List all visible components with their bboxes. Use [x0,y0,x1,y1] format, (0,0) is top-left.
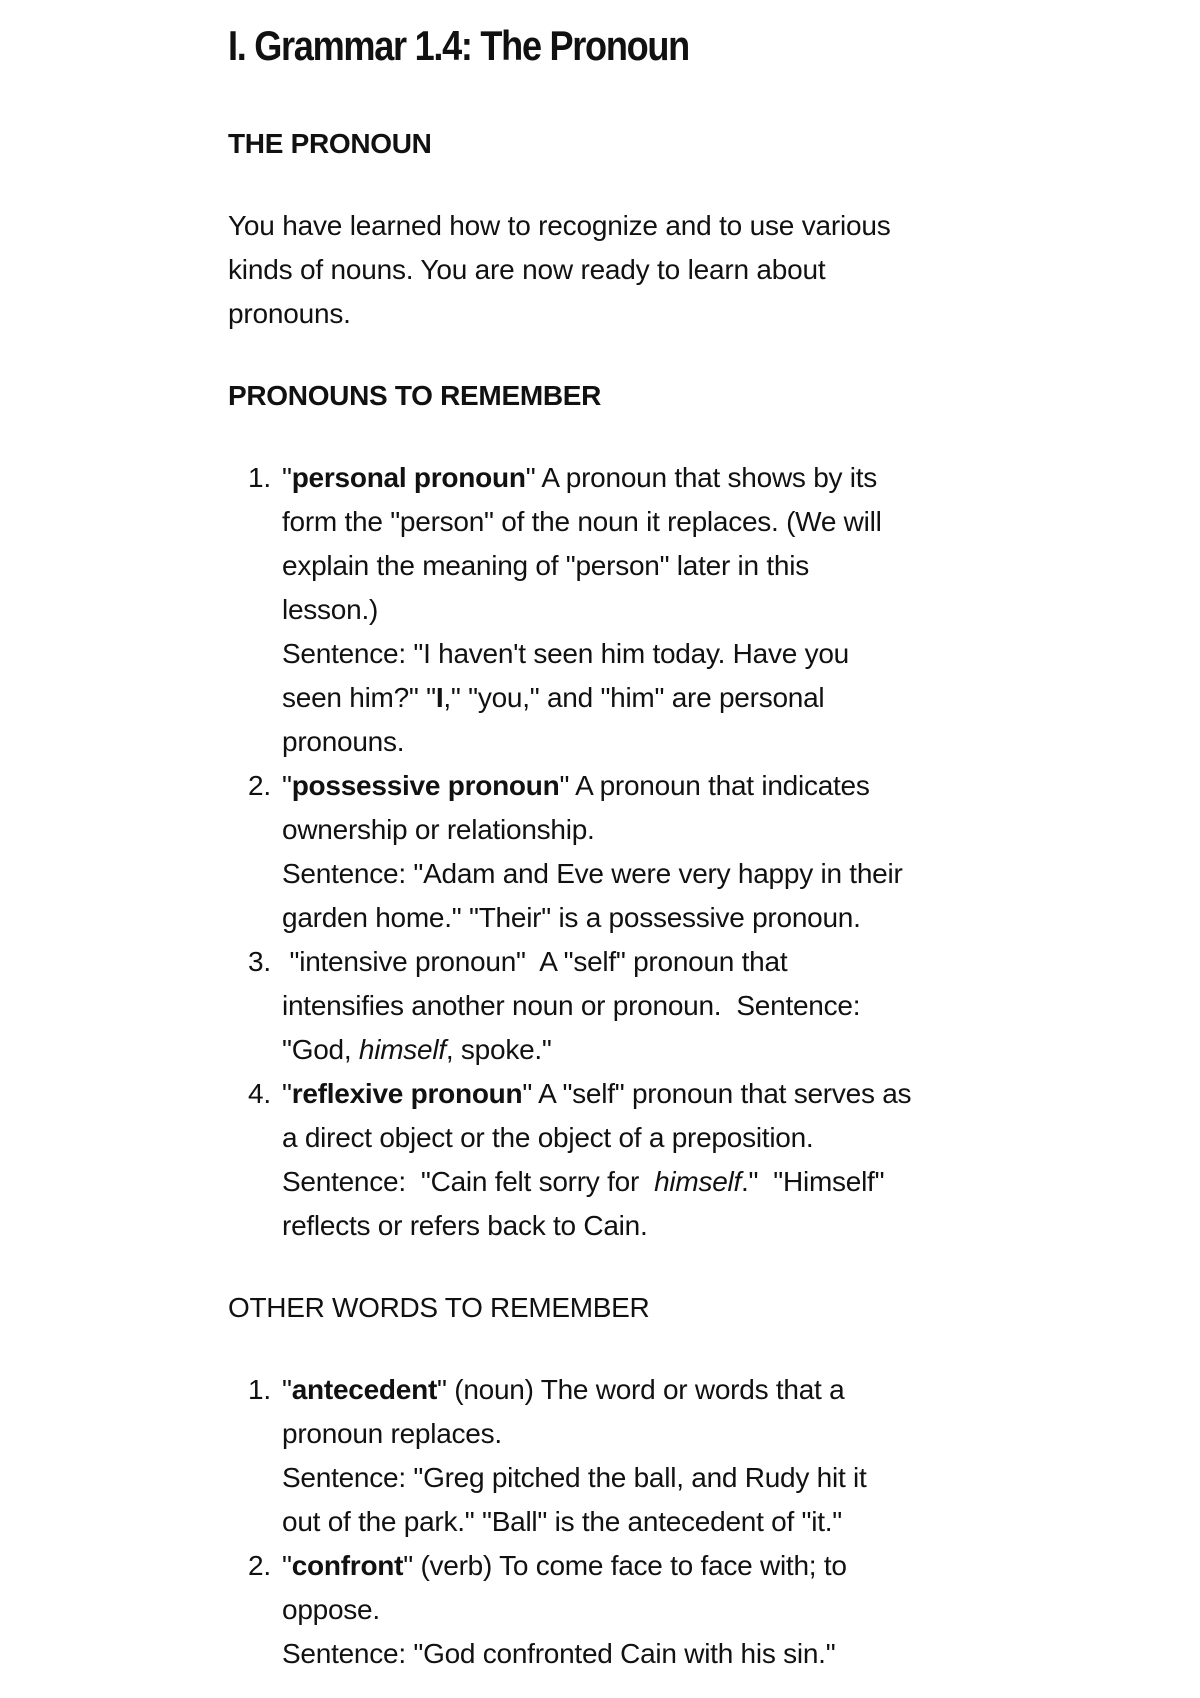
definition-line: a direct object or the object of a preposition. [282,1122,814,1153]
pronouns-list [228,456,988,1248]
definition-line: intensifies another noun or pronoun. Sentence: [282,990,861,1021]
list-item [228,456,988,764]
intro-line: kinds of nouns. You are now ready to learn about [228,254,826,285]
section-heading-pronouns-to-remember: PRONOUNS TO REMEMBER [228,380,602,411]
definition-text: " A "self" pronoun that serves as [522,1078,912,1109]
italic-word: himself [358,1034,446,1065]
list-item-number: 1. [248,462,271,493]
definition-text: " (noun) The word or words that a [437,1374,845,1405]
definition-text: " A pronoun that indicates [559,770,870,801]
definition-text: " (verb) To come face to face with; to [403,1550,847,1581]
term-reflexive-pronoun: reflexive pronoun [291,1078,523,1109]
definition-line: oppose. [282,1594,380,1625]
sentence-text: ." "Himself" [741,1166,885,1197]
quote-text: " [282,770,292,801]
term-personal-pronoun: personal pronoun [291,462,526,493]
list-item-number: 3. [248,946,271,977]
sentence-text: seen him?" " [282,682,436,713]
quote-text: " [282,1374,292,1405]
sentence-line: Sentence: "Greg pitched the ball, and Rudy hit it [282,1462,867,1493]
intro-paragraph [228,204,988,336]
definition-line: "intensive pronoun" A "self" pronoun that [282,946,788,977]
sentence-text: "God, [282,1034,359,1065]
section-heading-the-pronoun: THE PRONOUN [228,128,432,159]
sentence-text: ," "you," and "him" are personal [443,682,825,713]
list-item [228,1544,988,1676]
definition-line: ownership or relationship. [282,814,595,845]
definition-line: form the "person" of the noun it replaces. (We will [282,506,882,537]
list-item-number: 4. [248,1078,271,1109]
other-words-list [228,1368,988,1676]
definition-line: pronoun replaces. [282,1418,502,1449]
list-item [228,1072,988,1248]
list-item [228,1368,988,1544]
bold-word: I [435,682,444,713]
sentence-line: Sentence: "Adam and Eve were very happy in their [282,858,903,889]
document-page [228,0,988,1676]
sentence-text: , spoke." [445,1034,552,1065]
term-confront: confront [291,1550,404,1581]
quote-text: " [282,1550,292,1581]
list-item [228,940,988,1072]
list-item-number: 2. [248,1550,271,1581]
document-title: I. Grammar 1.4: The Pronoun [228,22,689,69]
list-item-number: 2. [248,770,271,801]
italic-word: himself [654,1166,742,1197]
quote-text: " [282,1078,292,1109]
quote-text: " [282,462,292,493]
list-item [228,764,988,940]
definition-text: " A pronoun that shows by its [525,462,878,493]
section-heading-other-words: OTHER WORDS TO REMEMBER [228,1292,650,1323]
definition-line: explain the meaning of "person" later in this [282,550,809,581]
intro-line: You have learned how to recognize and to use various [228,210,891,241]
sentence-line: Sentence: "I haven't seen him today. Have you [282,638,849,669]
list-item-number: 1. [248,1374,271,1405]
sentence-line: pronouns. [282,726,405,757]
sentence-line: garden home." "Their" is a possessive pronoun. [282,902,861,933]
term-antecedent: antecedent [291,1374,438,1405]
sentence-line: Sentence: "God confronted Cain with his sin." [282,1638,836,1669]
sentence-line: reflects or refers back to Cain. [282,1210,648,1241]
sentence-line: out of the park." "Ball" is the antecedent of "it." [282,1506,842,1537]
intro-line: pronouns. [228,298,351,329]
definition-line: lesson.) [282,594,379,625]
sentence-text: Sentence: "Cain felt sorry for [282,1166,655,1197]
term-possessive-pronoun: possessive pronoun [291,770,560,801]
